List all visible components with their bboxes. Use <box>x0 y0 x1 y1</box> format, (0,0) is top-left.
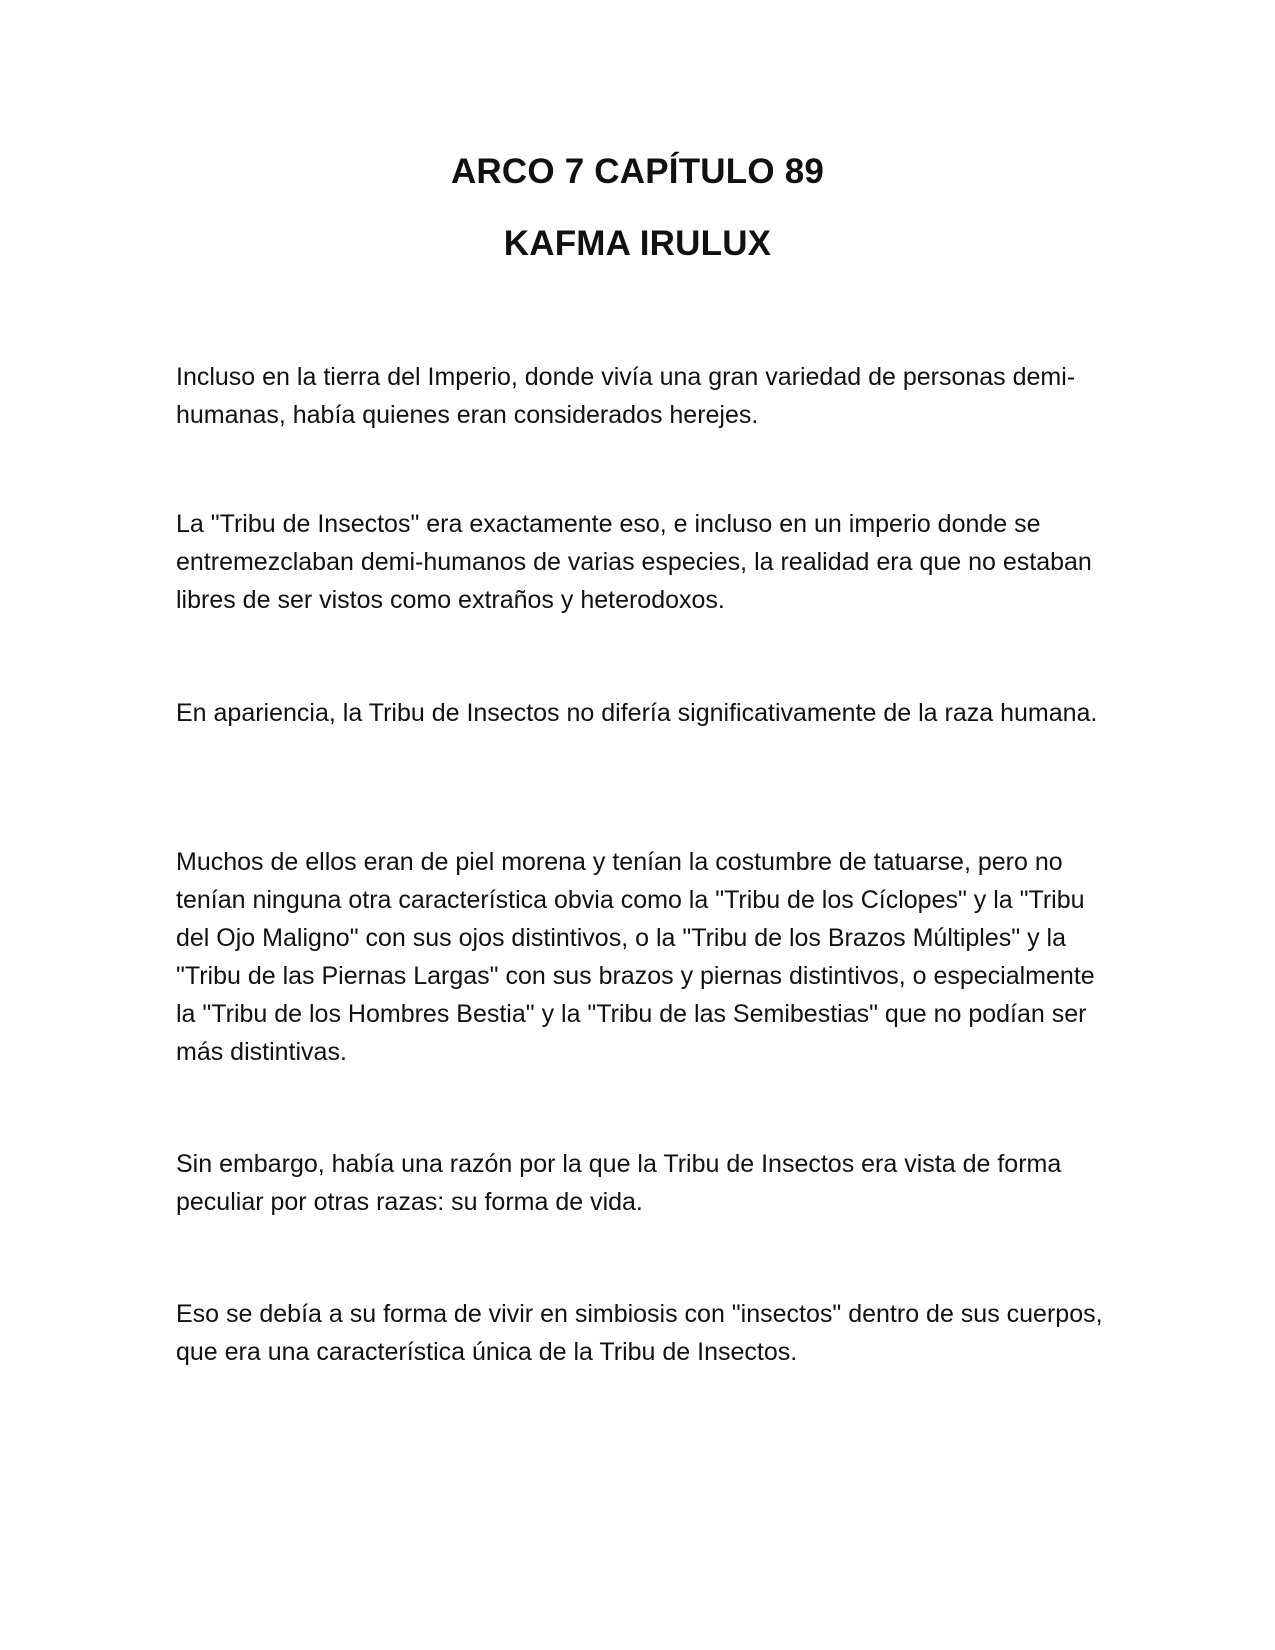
paragraph-1: Incluso en la tierra del Imperio, donde vivía una gran variedad de personas demi-humanas, había quienes eran considerados herejes. <box>176 363 1076 429</box>
paragraph-3: En apariencia, la Tribu de Insectos no difería significativamente de la raza humana. <box>176 699 1098 727</box>
paragraph-2: La "Tribu de Insectos" era exactamente eso, e incluso en un imperio donde se entremezclaban demi-humanos de varias especies, la realidad era que no estaban libres de ser vistos como extraños y heterodoxos. <box>176 510 1092 614</box>
chapter-subtitle: KAFMA IRULUX <box>503 224 772 263</box>
paragraph-5: Sin embargo, había una razón por la que la Tribu de Insectos era vista de forma peculiar por otras razas: su forma de vida. <box>176 1150 1062 1216</box>
paragraph-6: Eso se debía a su forma de vivir en simbiosis con "insectos" dentro de sus cuerpos, que era una característica única de la Tribu de Insectos. <box>176 1300 1103 1366</box>
paragraph-4: Muchos de ellos eran de piel morena y tenían la costumbre de tatuarse, pero no tenían ninguna otra característica obvia como la "Tribu de los Cíclopes" y la "Tribu del Ojo Maligno" con sus ojos distintivos, o la "Tribu de los Brazos Múltiples" y la "Tribu de las Piernas Largas" con sus brazos y piernas distintivos, o especialmente la "Tribu de los Hombres Bestia" y la "Tribu de las Semibestias" que no podían ser más distintivas. <box>176 848 1095 1066</box>
chapter-title: ARCO 7 CAPÍTULO 89 <box>450 152 825 191</box>
